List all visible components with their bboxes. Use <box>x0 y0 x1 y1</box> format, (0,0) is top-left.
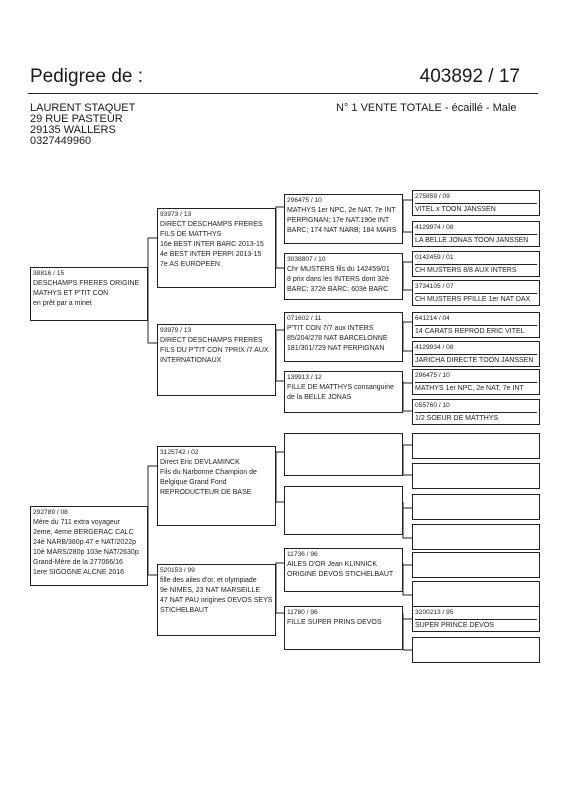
gen4-box: 296475 / 10 MATHYS 1er NPC, 2e NAT, 7e INT <box>412 369 540 395</box>
gen4-box: 0142459 / 01 CH MUSTERS 8/8 AUX INTERS <box>412 251 540 277</box>
gen4-box <box>412 524 540 550</box>
connector-dam <box>148 466 157 575</box>
gen4-box <box>412 552 540 578</box>
gen4-box: 275859 / 09 VITEL x TOON JANSSEN <box>412 190 540 216</box>
gen3-box: 071602 / 11 P'TIT CON 7/7 aux INTERS 85/204/278 NAT BARCELONNE 181/301/729 NAT PERPIGNAN <box>284 312 403 362</box>
gen4-box <box>412 637 540 663</box>
gen3-box: 11736 / 96 AILES D'OR Jean KLINNICK ORIGINE DEVOS STICHELBAUT <box>284 548 403 592</box>
gen4-box: 3200213 / 95 SUPER PRINCE DEVOS <box>412 606 540 632</box>
sire-father-box: 93973 / 13 DIRECT DESCHAMPS FRERES FILS DE MATTHYS 16e BEST INTER BARC 2013-15 4e BEST INTER PERPI 2013-15 7e AS EUROPEEN <box>157 208 276 288</box>
connector-dam-mother <box>276 563 284 613</box>
gen4-box: 3734105 / 07 CH MUSTERS PFILLE 1er NAT DAX <box>412 280 540 306</box>
gen3-box <box>284 486 403 535</box>
gen4-box <box>412 494 540 520</box>
connector-sire-father <box>276 207 284 268</box>
gen3-box: 296475 / 10 MATHYS 1er NPC, 2e NAT, 7e INT PERPIGNAN; 17e NAT.190e INT BARC; 174 NAT NARB; 184 MARS <box>284 194 403 244</box>
sire-mother-box: 93979 / 13 DIRECT DESCHAMPS FRERES FILS DU P'TIT CON 7PRIX /7 AUX INTERNATIONAUX <box>157 324 276 396</box>
connector-sire-mother <box>276 330 284 381</box>
owner-phone: 0327449960 <box>30 135 92 147</box>
connector-sire <box>148 238 157 343</box>
gen4-box: 641214 / 04 14 CARATS REPROD ERIC VITEL <box>412 312 540 338</box>
gen4-box <box>412 581 540 607</box>
gen3-box: 3038807 / 10 Chr MUSTERS fils du 142459/01 8 prix dans les INTERS dont 32è BARC; 372è BARC; 603è BARC <box>284 253 403 300</box>
page-title: Pedigree de : <box>30 66 144 87</box>
gen4-box <box>412 433 540 459</box>
pedigree-number: 403892 / 17 <box>419 66 520 87</box>
owner-name: LAURENT STAQUET <box>30 102 136 114</box>
connector-dam-father <box>276 452 284 502</box>
dam-mother-box: 520153 / 99 fille des ailes d'or, et olympiade 9e NIMES, 23 NAT MARSEILLE 47 NAT PAU origines DEVOS SEYS STICHELBAUT <box>157 564 276 636</box>
gen4-box: 4129974 / 08 LA BELLE JONAS TOON JANSSEN <box>412 221 540 247</box>
gen3-box <box>284 433 403 476</box>
gen3-box: 139913 / 12 FILLE DE MATTHYS consanguine de la BELLE JONAS <box>284 371 403 413</box>
gen4-box: 4129934 / 08 JARICHA DIRECTE TOON JANSSEN <box>412 341 540 367</box>
gen4-box: 055760 / 10 1/2 SOEUR DE MATTHYS <box>412 399 540 425</box>
dam-box: 292789 / 08 Mère du 711 extra voyageur 2eme, 4eme BERGERAC CALC 24è NARB/380p 47 e NAT/2022p 10è MARS/280p 103e NAT/2630p Grand-Mère de la 277066/16 1ere SIGOGNE ALCNE 2016 <box>30 506 148 586</box>
gen3-box: 11780 / 96 FILLE SUPER PRINS DEVOS <box>284 606 403 650</box>
gen4-box <box>412 463 540 489</box>
bird-description: N° 1 VENTE TOTALE - écaillé - Male <box>336 102 517 114</box>
sire-box: 38816 / 15 DESCHAMPS FRERES ORIGINE MATHYS ET P'TIT CON en prêt par a minet <box>30 267 148 321</box>
owner-street: 29 RUE PASTEUR <box>30 113 123 125</box>
owner-city: 29135 WALLERS <box>30 124 116 136</box>
dam-father-box: 3125742 / 02 Direct Eric DEVLAMINCK Fils du Narbonne Champion de Belgique Grand Fond REPRODUCTEUR DE BASE <box>157 446 276 526</box>
